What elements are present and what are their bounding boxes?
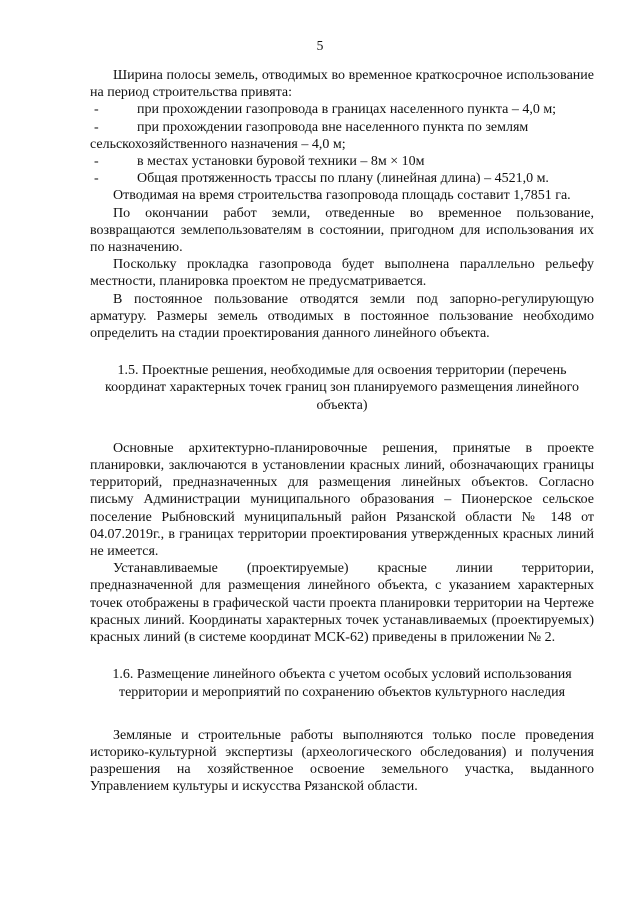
list-item-continuation: сельскохозяйственного назначения – 4,0 м;	[90, 136, 346, 152]
document-body	[90, 67, 594, 796]
paragraph-earthworks: Земляные и строительные работы выполняются только после проведения историко-культурной экспертизы (археологического обследования) и получения разрешения на хозяйственное освоение земельного участка, выданного Управлением культуры и искусства Рязанской области.	[90, 727, 594, 795]
list-item	[90, 170, 594, 187]
section-heading-1-6: 1.6. Размещение линейного объекта с учетом особых условий использования территории и мероприятий по сохранению объектов культурного наследия	[112, 667, 572, 700]
section-heading-1-5: 1.5. Проектные решения, необходимые для освоения территории (перечень координат характерных точек границ зон планируемого размещения линейного объекта)	[105, 363, 579, 413]
paragraph-relief: Поскольку прокладка газопровода будет выполнена параллельно рельефу местности, планировка проектом не предусматривается.	[90, 257, 594, 290]
list-marker: -	[94, 171, 99, 187]
list-item	[90, 119, 594, 136]
paragraph-red-lines: Основные архитектурно-планировочные решения, принятые в проекте планировки, заключаются в установлении красных линий, обозначающих границы территорий, предназначенных для размещения линейных объектов. Согласно письму Администрации муниципального образования – Пионерское сельское поселение Рыбновский муниципальный район Рязанской области № 148 от 04.07.2019г., в границах территории проектирования утвержденных красных линий не имеется.	[90, 440, 594, 560]
list-marker: -	[94, 119, 99, 135]
list-item-text: Общая протяженность трассы по плану (линейная длина) – 4521,0 м.	[137, 171, 549, 187]
page-number: 5	[316, 38, 324, 53]
paragraph-return: По окончании работ земли, отведенные во временное пользование, возвращаются землепользователям в состоянии, пригодном для использования их по назначению.	[90, 205, 594, 256]
paragraph-area: Отводимая на время строительства газопровода площадь составит 1,7851 га.	[113, 188, 571, 204]
intro-paragraph: Ширина полосы земель, отводимых во временное краткосрочное использование на период строительства привята:	[90, 68, 594, 101]
list-item-text: при прохождении газопровода в границах населенного пункта – 4,0 м;	[137, 102, 557, 118]
paragraph-permanent-use: В постоянное пользование отводятся земли под запорно-регулирующую арматуру. Размеры земель отводимых в постоянное пользование необходимо определить на стадии проектирования данного линейного объекта.	[90, 291, 594, 342]
list-item-text: в местах установки буровой техники – 8м × 10м	[137, 154, 425, 170]
list-marker: -	[94, 154, 99, 170]
list-marker: -	[94, 102, 99, 118]
list-item	[90, 153, 594, 170]
list-item-text: при прохождении газопровода вне населенного пункта по землям	[137, 119, 529, 135]
paragraph-coordinates: Устанавливаемые (проектируемые) красные линии территории, предназначенной для размещения линейного объекта, с указанием характерных точек отображены в графической части проекта планировки территории на Чертеже красных линий. Координаты характерных точек устанавливаемых (проектируемых) красных линий (в системе координат МСК-62) приведены в приложении № 2.	[90, 561, 594, 646]
list-item	[90, 101, 594, 118]
